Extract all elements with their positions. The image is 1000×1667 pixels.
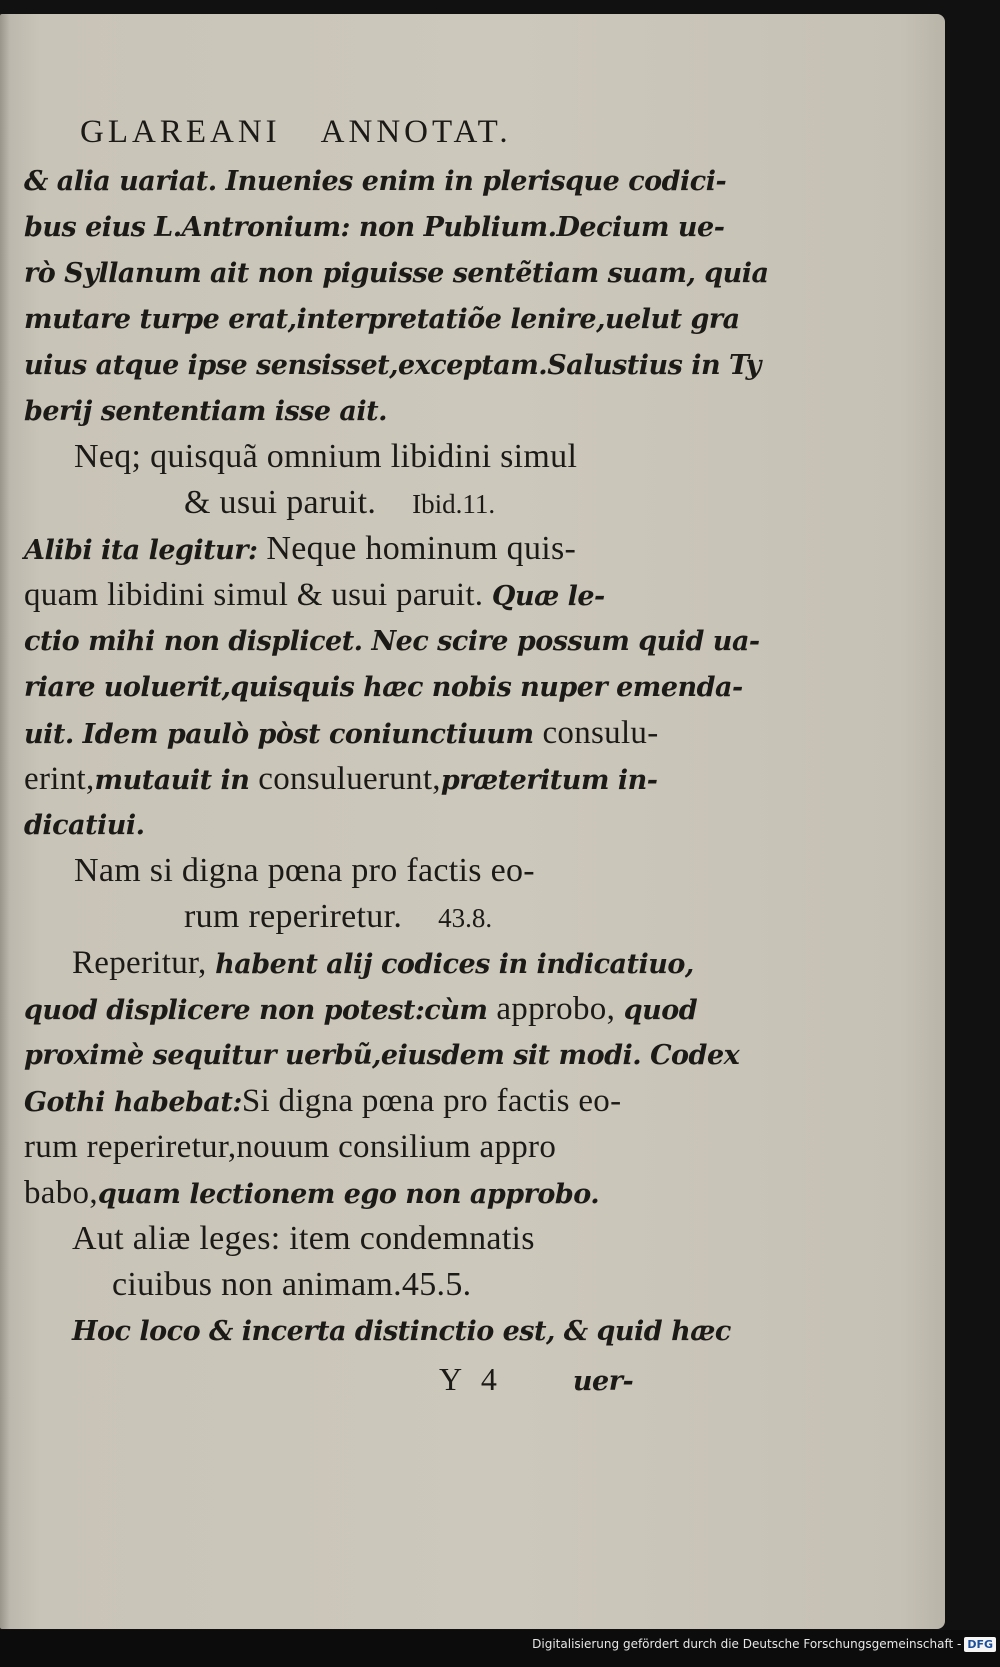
roman-text: Si digna pœna pro factis eo- — [241, 1083, 622, 1119]
credit-text: Digitalisierung gefördert durch die Deutsche Forschungsgemeinschaft - — [532, 1637, 962, 1651]
italic-text: quod displicere non potest:cùm — [24, 995, 497, 1026]
roman-text: approbo, — [496, 991, 624, 1027]
italic-text: præteritum in- — [440, 765, 658, 796]
citation-reference: Ibid.11. — [412, 489, 496, 519]
text-line — [24, 526, 714, 572]
page-footer-line — [24, 1356, 714, 1402]
italic-text: Gothi habebat: — [24, 1087, 242, 1118]
roman-text: rum reperiretur,nouum consilium appro — [24, 1129, 557, 1165]
text-line — [24, 1032, 740, 1078]
roman-text: ciuibus non animam.45.5. — [112, 1266, 472, 1303]
text-lines — [24, 158, 769, 1354]
text-line — [24, 1170, 714, 1216]
running-header-right: ANNOTAT. — [320, 114, 512, 150]
text-line — [24, 848, 714, 894]
italic-text: L.Antronium: non Publium.Decium ue- — [154, 212, 725, 243]
text-line — [24, 204, 725, 250]
text-line — [24, 250, 769, 296]
catchword: uer- — [572, 1366, 634, 1397]
italic-text: riare uoluerit,quisquis hæc nobis nuper emenda- — [24, 672, 743, 703]
text-line — [24, 572, 714, 618]
italic-text: dicatiui. — [24, 810, 145, 841]
roman-text: Aut aliæ leges: item condemnatis — [72, 1220, 535, 1257]
book-page — [0, 14, 945, 1629]
italic-text: bus eius — [24, 212, 155, 243]
text-line — [24, 710, 714, 756]
roman-text: Neq; quisquã omnium libidini simul — [74, 438, 578, 475]
italic-text: uit. Idem paulò pòst coniunctiuum — [24, 719, 543, 750]
dfg-logo-icon: DFG — [964, 1637, 996, 1652]
text-line — [24, 1262, 714, 1308]
text-line — [24, 296, 740, 342]
text-line — [24, 664, 743, 710]
italic-text: quam lectionem ego non approbo. — [97, 1179, 600, 1210]
text-line — [24, 1216, 714, 1262]
text-line — [24, 342, 761, 388]
text-line — [24, 1308, 731, 1354]
roman-text: consulu- — [542, 715, 659, 751]
running-header-left: GLAREANI — [80, 114, 281, 150]
running-header — [80, 106, 714, 158]
roman-text: quam libidini simul & usui paruit. — [24, 577, 492, 613]
italic-text: Quæ le- — [491, 581, 605, 612]
roman-text: Neque hominum quis- — [266, 530, 577, 567]
italic-text: rò Syllanum ait non piguisse sentẽtiam suam, quia — [24, 258, 769, 289]
page-text-block — [24, 106, 769, 1402]
text-line — [24, 986, 714, 1032]
text-line — [24, 802, 714, 848]
text-line — [24, 940, 714, 986]
text-line — [24, 480, 714, 526]
roman-text: erint, — [24, 761, 95, 797]
roman-text: consuluerunt, — [258, 761, 441, 797]
text-line — [24, 756, 714, 802]
italic-text: ctio mihi non displicet. Nec scire possum quid ua- — [24, 626, 760, 657]
text-line — [24, 894, 714, 940]
roman-text: babo, — [24, 1175, 98, 1211]
text-line — [24, 158, 727, 204]
text-line — [24, 1124, 714, 1170]
italic-text: & alia uariat. Inuenies enim in plerisque codici- — [24, 166, 727, 197]
italic-text: mutauit in — [94, 765, 259, 796]
italic-text: quod — [623, 995, 698, 1026]
roman-text: & usui paruit. — [184, 484, 377, 521]
italic-text: berij sententiam isse ait. — [24, 396, 388, 427]
roman-text: Nam si digna pœna pro factis eo- — [74, 852, 535, 889]
roman-text: rum reperiretur. — [184, 898, 403, 935]
italic-text: mutare turpe erat,interpretatiõe lenire,uelut gra — [24, 304, 740, 335]
signature-mark: Y 4 — [439, 1361, 503, 1397]
roman-text: Reperitur, — [72, 945, 216, 981]
italic-text: habent alij codices in indicatiuo, — [215, 949, 694, 980]
italic-text: uius atque ipse sensisset,exceptam.Salustius in Ty — [24, 350, 761, 381]
citation-reference: 43.8. — [438, 903, 493, 933]
italic-text: Hoc loco & incerta distinctio est, & quid hæc — [72, 1316, 731, 1347]
italic-text: proximè sequitur uerbũ,eiusdem sit modi. Codex — [24, 1040, 740, 1071]
digitization-credit — [532, 1633, 996, 1655]
text-line — [24, 1078, 714, 1124]
italic-text: Alibi ita legitur: — [24, 535, 267, 566]
text-line — [24, 434, 714, 480]
text-line — [24, 618, 760, 664]
text-line — [24, 388, 714, 434]
